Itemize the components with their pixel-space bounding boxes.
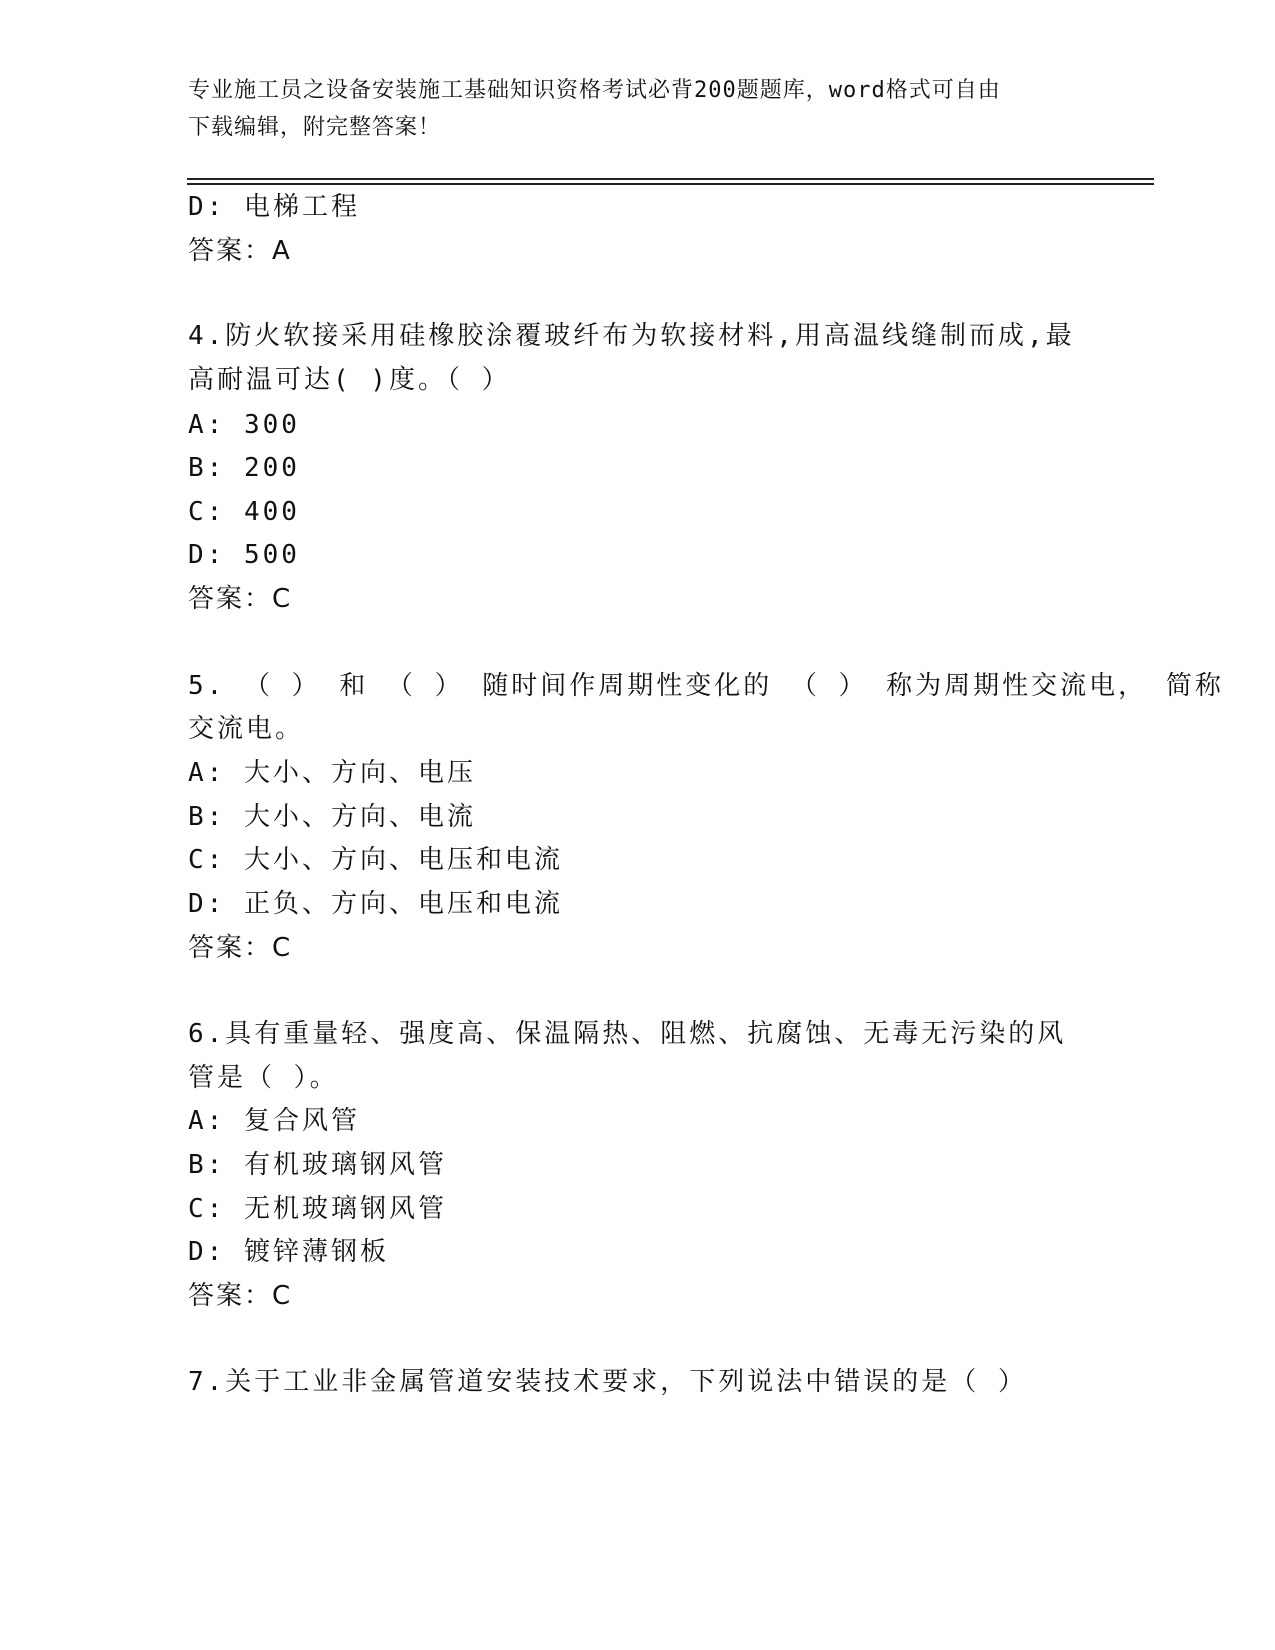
q6-answer: 答案：C	[188, 1281, 293, 1311]
q4-answer: 答案：C	[188, 584, 293, 614]
q5-option-a: A: 大小、方向、电压	[188, 758, 476, 788]
header-divider-bottom	[187, 183, 1154, 185]
q4-stem-line-2: 高耐温可达( )度。（ ）	[188, 365, 511, 395]
q5-stem-line-1: 5. （ ） 和 （ ） 随时间作周期性变化的 （ ） 称为周期性交流电， 简称	[188, 671, 1224, 701]
q6-option-d: D: 镀锌薄钢板	[188, 1237, 389, 1267]
q6-stem-line-2: 管是（ ）。	[188, 1063, 339, 1093]
q5-answer: 答案：C	[188, 933, 293, 963]
q5-option-c: C: 大小、方向、电压和电流	[188, 845, 563, 875]
q6-option-b: B: 有机玻璃钢风管	[188, 1150, 447, 1180]
prev-option-d: D: 电梯工程	[188, 192, 360, 222]
q4-option-d: D: 500	[188, 540, 300, 570]
prev-answer: 答案：A	[188, 236, 292, 266]
q5-option-d: D: 正负、方向、电压和电流	[188, 889, 563, 919]
document-header	[188, 72, 1088, 146]
q5-option-b: B: 大小、方向、电流	[188, 802, 476, 832]
q6-option-c: C: 无机玻璃钢风管	[188, 1194, 447, 1224]
q7-stem-line-1: 7.关于工业非金属管道安装技术要求，下列说法中错误的是（ ）	[188, 1367, 1027, 1397]
q5-stem-line-2: 交流电。	[188, 714, 305, 744]
q4-option-b: B: 200	[188, 453, 300, 483]
header-line-1: 专业施工员之设备安装施工基础知识资格考试必背200题题库，word格式可自由	[188, 78, 1001, 103]
q6-stem-line-1: 6.具有重量轻、强度高、保温隔热、阻燃、抗腐蚀、无毒无污染的风	[188, 1019, 1067, 1049]
q4-option-a: A: 300	[188, 410, 300, 440]
q6-option-a: A: 复合风管	[188, 1106, 360, 1136]
q4-stem-line-1: 4.防火软接采用硅橡胶涂覆玻纤布为软接材料,用高温线缝制而成,最	[188, 321, 1075, 351]
header-divider-top	[187, 178, 1154, 180]
header-line-2: 下载编辑，附完整答案！	[188, 115, 442, 140]
q4-option-c: C: 400	[188, 497, 300, 527]
